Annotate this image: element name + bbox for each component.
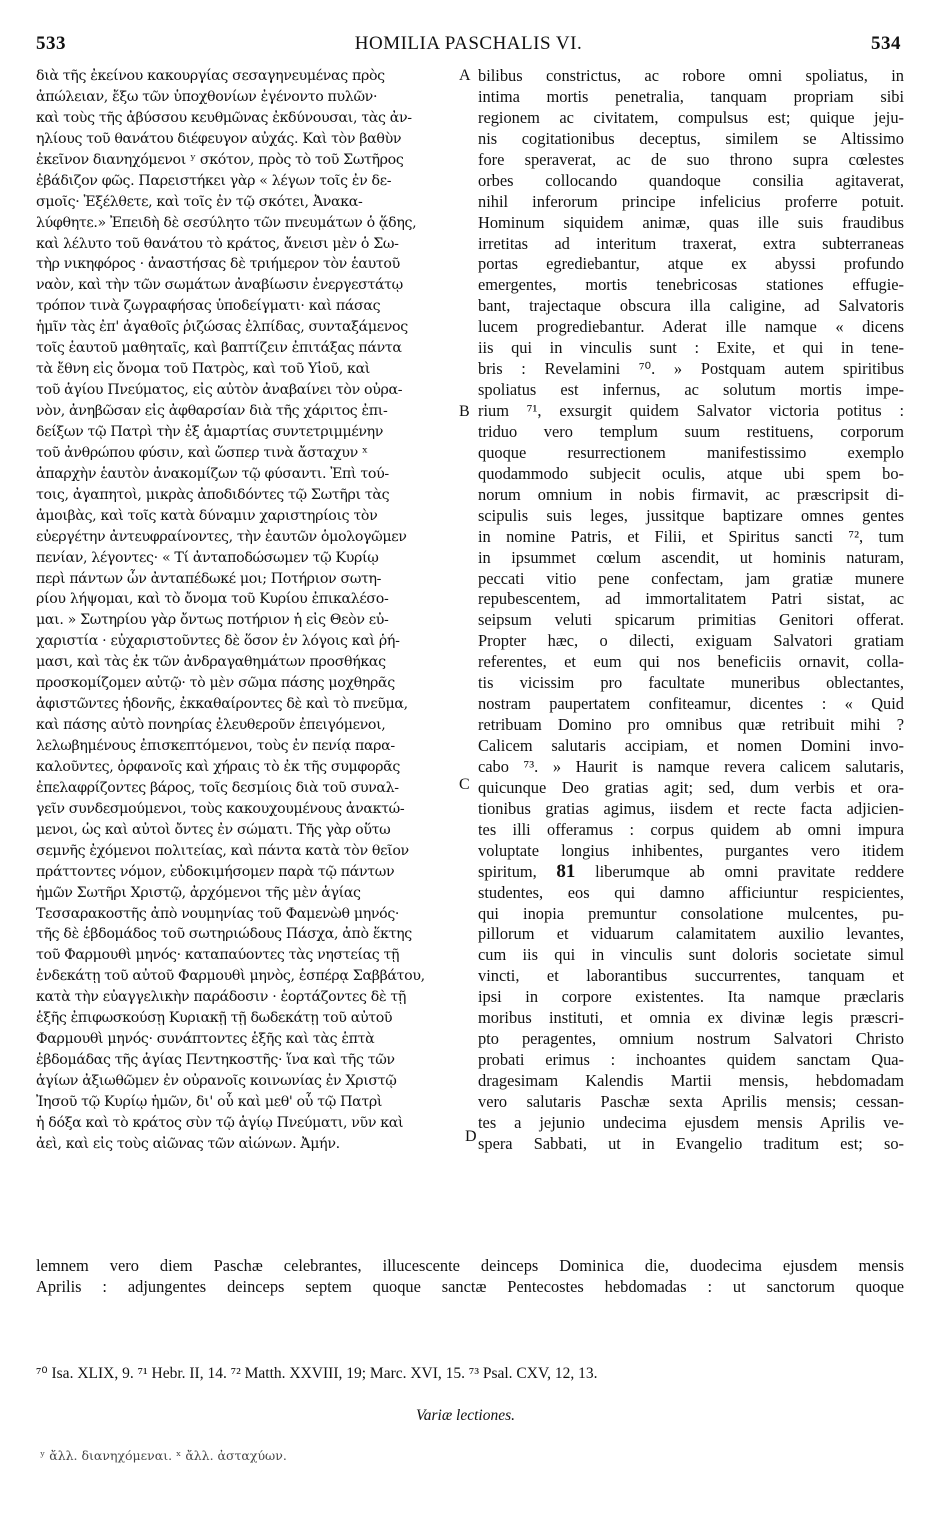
page-number-left: 533 [36, 33, 66, 54]
greek-text-line: λύφθητε.» Ἐπειδὴ δὲ σεσύλητο τῶν πνευμάτων ὁ ᾅδης, [36, 214, 417, 231]
greek-text-line: πράττοντες νόμον, εὐδοκιμήσομεν παρὰ τῷ πάντων [36, 863, 395, 880]
section-marker-d: D [465, 1128, 477, 1145]
latin-text-line: in ipsummet cœlum ascendit, ut hominis naturam, [478, 547, 904, 567]
greek-text-line: ἑβδομάδας τῆς ἁγίας Πεντηκοστῆς· ἵνα καὶ τῆς τῶν [36, 1052, 395, 1069]
latin-text-line: spera Sabbati, ut in Evangelio traditum est; so- [478, 1133, 904, 1153]
page-number-right: 534 [871, 33, 901, 54]
greek-text-line: χαριστία · εὐχαριστοῦντες δὲ ὅσον ἐν λόγοις καὶ ῥή- [36, 633, 400, 650]
latin-text-line: tionibus gratias agimus, iisdem et recte facta adjicien- [478, 798, 904, 818]
variae-lectiones-heading: Variæ lectiones. [415, 1407, 516, 1424]
greek-text-line: πενίαν, λέγοντες· « Τί ἀνταποδώσωμεν τῷ Κυρίῳ [36, 549, 379, 566]
latin-text-line: lucem progrediebantur. Aderat ille namque « dicens [478, 317, 904, 337]
greek-text-line: τοῦ Φαρμουθὶ μηνός· καταπαύοντες τὰς νηστείας τῇ [36, 947, 400, 964]
greek-text-line: τρόπον τινὰ ζωγραφήσας ὑποδείγματι· καὶ πάσας [36, 298, 381, 315]
greek-text-line: ἀφιστῶντες ἡδονῆς, ἐκκαθαίροντες δὲ καὶ τὸ πνεῦμα, [36, 696, 408, 713]
latin-text-line: fore speraverat, ac de suo throno supra cœlestes [478, 149, 904, 169]
latin-text-line: Hominum siquidem animæ, quas ille suis fraudibus [478, 212, 904, 232]
latin-text-line: quicunque Deo gratias agit; sed, dum verbis et ora- [478, 777, 904, 797]
greek-text-line: κατὰ τὴν εὐαγγελικὴν παράδοσιν · ἑορτάζοντες δὲ τῇ [36, 989, 407, 1006]
latin-text-line: portas egrediebantur, atque ex abyssi profundo [478, 254, 904, 274]
greek-text-line: νὸν, ἀνηβῶσαν εἰς ἀφθαρσίαν διὰ τῆς χάριτος ἐπι- [36, 403, 388, 419]
latin-text-line: vero salutaris Paschæ sexta Aprilis mensis; cessan- [478, 1091, 904, 1111]
latin-text-line: nostram paupertatem confiteamur, dicentes : « Quid [478, 694, 904, 714]
greek-text-line: περὶ πάντων ὧν ἀνταπέδωκέ μοι; Ποτήριον σωτη- [36, 570, 382, 587]
greek-text-line: σμοῖς· Ἐξέλθετε, καὶ τοῖς ἐν τῷ σκότει, Ἀνακα- [36, 193, 363, 210]
latin-text-line: pillorum et viduarum calamitatem auxilio levantes, [478, 924, 904, 944]
latin-text-line: moribus instituti, et omnia ex divinæ legis præscri- [478, 1008, 904, 1028]
latin-text-line: bilibus constrictus, ac robore omni spoliatus, in [478, 66, 904, 85]
greek-text-line: Τεσσαρακοστῆς ἀπὸ νουμηνίας τοῦ Φαμενὼθ μηνός· [36, 905, 400, 922]
latin-text-line: ipsi in corpore existentes. Ita namque præclaris [478, 987, 904, 1007]
latin-text-line: orbes collocando quandoque consilia agitaverat, [478, 170, 904, 190]
latin-text-line: nis cogitationibus deceptus, similem se Altissimo [478, 128, 904, 148]
greek-text-line: ναὸν, καὶ τὴν τῶν σωμάτων ἀναβίωσιν ἐνεργεστάτῳ [36, 277, 403, 294]
section-marker-b: B [459, 403, 470, 420]
greek-text-line: ἐκεῖνον διανηχόμενοι ʸ σκότον, πρὸς τὸ τοῦ Σωτῆρος [36, 151, 404, 168]
footnotes: ⁷⁰ Isa. XLIX, 9. ⁷¹ Hebr. II, 14. ⁷² Matth. XXVIII, 19; Marc. XVI, 15. ⁷³ Psal. CXV, 12, 13. [36, 1365, 598, 1382]
section-marker-c: C [459, 776, 470, 793]
full-width-text [36, 1256, 904, 1298]
greek-text-line: τὰ ἔθνη εἰς ὄνομα τοῦ Πατρὸς, καὶ τοῦ Υἱοῦ, καὶ [36, 361, 371, 378]
latin-text-line: probati erimus : inchoantes quidem sanctam Qua- [478, 1050, 904, 1070]
latin-text-line: iis qui in vinculis sunt : Exite, et qui in tene- [478, 338, 904, 358]
greek-text-line: καλοῦντες, ὀρφανοῖς καὶ χήραις τὸ ἐκ τῆς συμφορᾶς [36, 758, 400, 775]
greek-text-line: τοις, ἀγαπητοὶ, μικρὰς ἀποδιδόντες τῷ Σωτῆρι τὰς [36, 486, 390, 503]
greek-text-line: λελωβημένους ἐπισκεπτόμενοι, τοὺς ἐν πενίᾳ παρα- [36, 738, 395, 754]
greek-text-line: ἡμῖν τὰς ἐπ' ἀγαθοῖς ῥιζώσας ἐλπίδας, συνταξάμενος [36, 319, 408, 336]
greek-text-line: τοῦ ἀνθρώπου φύσιν, καὶ ὥσπερ τινὰ ἄσταχυν ˣ [36, 444, 368, 461]
latin-text-line: in nomine Patris, et Filii, et Spiritus sancti ⁷², tum [478, 526, 904, 546]
latin-text-line: triduo vero templum suum restituens, corporum [478, 421, 904, 441]
greek-text-line: ἀπώλειαν, ἔξω τῶν ὑποχθονίων ἐγένοντο πυλῶν· [36, 88, 378, 105]
greek-text-line: ἑξῆς ἐπιφωσκούσῃ Κυριακῇ τῇ δωδεκάτῃ τοῦ αὐτοῦ [36, 1010, 393, 1027]
greek-text-line: διὰ τῆς ἐκείνου κακουργίας σεσαγηνευμένας πρὸς [36, 68, 385, 84]
column-number: 81 [556, 861, 576, 882]
latin-text-line: bant, trajectaque obscura illa caligine, ad Salvatoris [478, 296, 904, 316]
greek-text-line: εὐεργέτην ἀντευφραίνοντες, τὴν ἑαυτῶν ὁμολογῶμεν [36, 528, 407, 545]
latin-text-line: vincti, et laborantibus succurrentes, tanquam et [478, 966, 904, 986]
latin-text-line: studentes, eos qui damno afficiuntur respicientes, [478, 882, 904, 902]
greek-text-line: καὶ τοὺς τῆς ἀβύσσου κευθμῶνας ἐκδύνουσαι, τὰς ἀν- [36, 109, 412, 126]
greek-text-line: γεῖν συνδεσμούμενοι, τοὺς κακουχουμένους ἀνακτώ- [36, 800, 405, 817]
greek-text-line: μασι, καὶ τὰς ἐκ τῶν ἀνδραγαθημάτων προσθήκας [36, 654, 386, 671]
greek-text-line: σεμνῆς ἐχόμενοι πολιτείας, καὶ πάντα κατὰ τὸν θεῖον [36, 842, 409, 859]
variae-lectiones: ʸ ἄλλ. διανηχόμεναι. ˣ ἄλλ. ἀσταχύων. [40, 1448, 287, 1463]
latin-text-line: regionem ac civitatem, compulsus est; quique jeju- [478, 107, 904, 127]
greek-text-line: ηλίους τοῦ θανάτου διέφευγον αὐχάς. Καὶ τὸν βαθὺν [36, 130, 402, 147]
latin-text-line: pto peragentes, omnium nostrum Salvatori Christo [478, 1029, 904, 1049]
greek-text-line: ἀμοιβὰς, καὶ τοῖς κατὰ δύναμιν χαριστηρίοις τὸν [36, 507, 378, 524]
latin-text-line: qui inopia premuntur consolatione mulcentes, pu- [478, 903, 904, 923]
greek-text-line: μαι. » Σωτηρίου γὰρ ὄντως ποτήριον ἡ εἰς Θεὸν εὐ- [36, 612, 389, 629]
latin-text-line: cum iis qui in vinculis sunt doloris societate simul [478, 945, 904, 965]
latin-text-line: seipsum veluti spicarum primitias Genitori offerat. [478, 610, 904, 630]
full-width-line: lemnem vero diem Paschæ celebrantes, illucescente deinceps Dominica die, duodecima ejusdem mensis [36, 1256, 904, 1275]
greek-text-line: ἐπελαφρίζοντες βάρος, τοῖς δεσμίοις διὰ τοῦ συναλ- [36, 779, 399, 796]
greek-text-line: ἑνδεκάτῃ τοῦ αὐτοῦ Φαρμουθὶ μηνὸς, ἑσπέρᾳ Σαββάτου, [36, 968, 425, 985]
latin-text-line: retribuam Domino pro omnibus quæ retribuit mihi ? [478, 715, 904, 735]
latin-text-line: nihil inferorum principe infelicius proferre potuit. [478, 191, 904, 211]
greek-text-line: ἐβάδιζον φῶς. Παρειστήκει γὰρ « λέγων τοῖς ἐν δε- [36, 172, 392, 189]
latin-text-line: spiritum, 81 liberumque ab omni pravitate reddere [478, 861, 904, 882]
greek-text-line: Ἰησοῦ τῷ Κυρίῳ ἡμῶν, δι' οὗ καὶ μεθ' οὗ τῷ Πατρὶ [36, 1093, 383, 1110]
greek-text-line: Φαρμουθὶ μηνός· συνάπτοντες ἑξῆς καὶ τὰς ἑπτὰ [36, 1031, 375, 1048]
greek-text-line: τῆς δὲ ἑβδομάδος τοῦ σωτηριώδους Πάσχα, ἀπὸ ἕκτης [36, 926, 412, 943]
latin-text-line: voluptate longius inhibentes, purgantes vero itidem [478, 840, 904, 860]
latin-text-line: tes a jejunio undecima ejusdem mensis Aprilis ve- [478, 1112, 904, 1132]
greek-text-line: ἡμῶν Σωτῆρι Χριστῷ, ἀρχόμενοι τῆς μὲν ἁγίας [36, 884, 361, 901]
greek-text-line: τοῦ ἁγίου Πνεύματος, εἰς αὐτὸν ἀναβαίνει τὸν οὐρα- [36, 382, 403, 399]
latin-text-line: tis vicissim pro facultate muneribus oblectantes, [478, 673, 904, 693]
greek-text-line: ρίου λήψομαι, καὶ τὸ ὄνομα τοῦ Κυρίου ἐπικαλέσο- [36, 591, 389, 608]
greek-text-line: μενοι, ὡς καὶ αὐτοὶ ὄντες ἐν σώματι. Τῆς γὰρ οὕτω [36, 821, 391, 838]
latin-text-line: Propter hæc, o dilecti, exiguam Salvatori gratiam [478, 631, 904, 651]
latin-text-line: quoque resurrectionem manifestissimo exemplo [478, 442, 904, 462]
greek-text-line: ἀεὶ, καὶ εἰς τοὺς αἰῶνας τῶν αἰώνων. Ἀμήν. [36, 1135, 340, 1152]
latin-column [478, 66, 904, 1155]
greek-text-line: καὶ λέλυτο τοῦ θανάτου τὸ κράτος, ἄνεισι μὲν ὁ Σω- [36, 235, 399, 252]
full-width-line: Aprilis : adjungentes deinceps septem quoque sanctæ Pentecostes hebdomadas : ut sanctorum quoque [36, 1276, 904, 1296]
latin-text-line: tes illi offeramus : corpus quidem ab omni impura [478, 819, 904, 839]
latin-text-line: scipulis suis leges, jussitque baptizare omnes gentes [478, 505, 904, 525]
latin-text-line: cabo ⁷³. » Haurit is namque revera calicem salutaris, [478, 756, 904, 776]
latin-text-line: repubescentem, ad immortalitatem Patri sistat, ac [478, 589, 904, 609]
latin-text-line: norum omnium in nobis firmavit, ac præscripsit di- [478, 484, 904, 504]
greek-column [36, 66, 462, 1155]
greek-text-line: ἀπαρχὴν ἑαυτὸν ἀνακομίζων τῷ φύσαντι. Ἐπὶ τού- [36, 465, 389, 482]
latin-text-line: emergentes, mortis tenebricosas stationes effugie- [478, 275, 904, 295]
latin-text-line: quodammodo subjecit oculis, atque ubi spem bo- [478, 463, 904, 483]
latin-text-line: intima mortis penetralia, tanquam propriam sibi [478, 86, 904, 106]
latin-text-line: referentes, et eum qui nos beneficiis ornavit, colla- [478, 652, 904, 672]
greek-text-line: ἡ δόξα καὶ τὸ κράτος σὺν τῷ ἁγίῳ Πνεύματι, νῦν καὶ [36, 1114, 404, 1131]
greek-text-line: καὶ πάσης αὐτὸ πονηρίας ἐλευθεροῦν ἐπειγόμενοι, [36, 717, 386, 734]
latin-text-line: dragesimam Kalendis Martii mensis, hebdomadam [478, 1071, 904, 1090]
greek-text-line: τὴρ νικηφόρος · ἀναστήσας δὲ τριήμερον τὸν ἑαυτοῦ [36, 256, 400, 273]
latin-text-line: rium ⁷¹, exsurgit quidem Salvator victoria potitus : [478, 401, 904, 420]
greek-text-line: ἁγίων ἀξιωθῶμεν ἐν οὐρανοῖς κοινωνίας ἐν Χριστῷ [36, 1073, 397, 1089]
latin-text-line: Calicem salutaris accipiam, et nomen Domini invo- [478, 736, 904, 755]
running-header [36, 33, 901, 59]
greek-text-line: τοῖς ἑαυτοῦ μαθηταῖς, καὶ βαπτίζειν ἐπιτάξας πάντα [36, 340, 402, 357]
latin-text-line: irretitas ad interitum traxerat, extra subterraneas [478, 233, 904, 253]
greek-text-line: προσκομίζομεν αὐτῷ· τὸ μὲν σῶμα πάσης μοχθηρᾶς [36, 675, 395, 692]
section-marker-a: A [459, 67, 471, 84]
greek-text-line: δείξων τῷ Πατρὶ τὴν ἐξ ἁμαρτίας συντετριμμένην [36, 423, 384, 440]
latin-text-line: peccati vitio pene confectam, jam gratiæ munere [478, 568, 904, 588]
latin-text-line: bris : Revelamini ⁷⁰. » Postquam autem spiritibus [478, 359, 904, 379]
latin-text-line: spoliatus est infernus, ac solutum mortis impe- [478, 380, 904, 400]
running-title: HOMILIA PASCHALIS VI. [354, 33, 583, 54]
